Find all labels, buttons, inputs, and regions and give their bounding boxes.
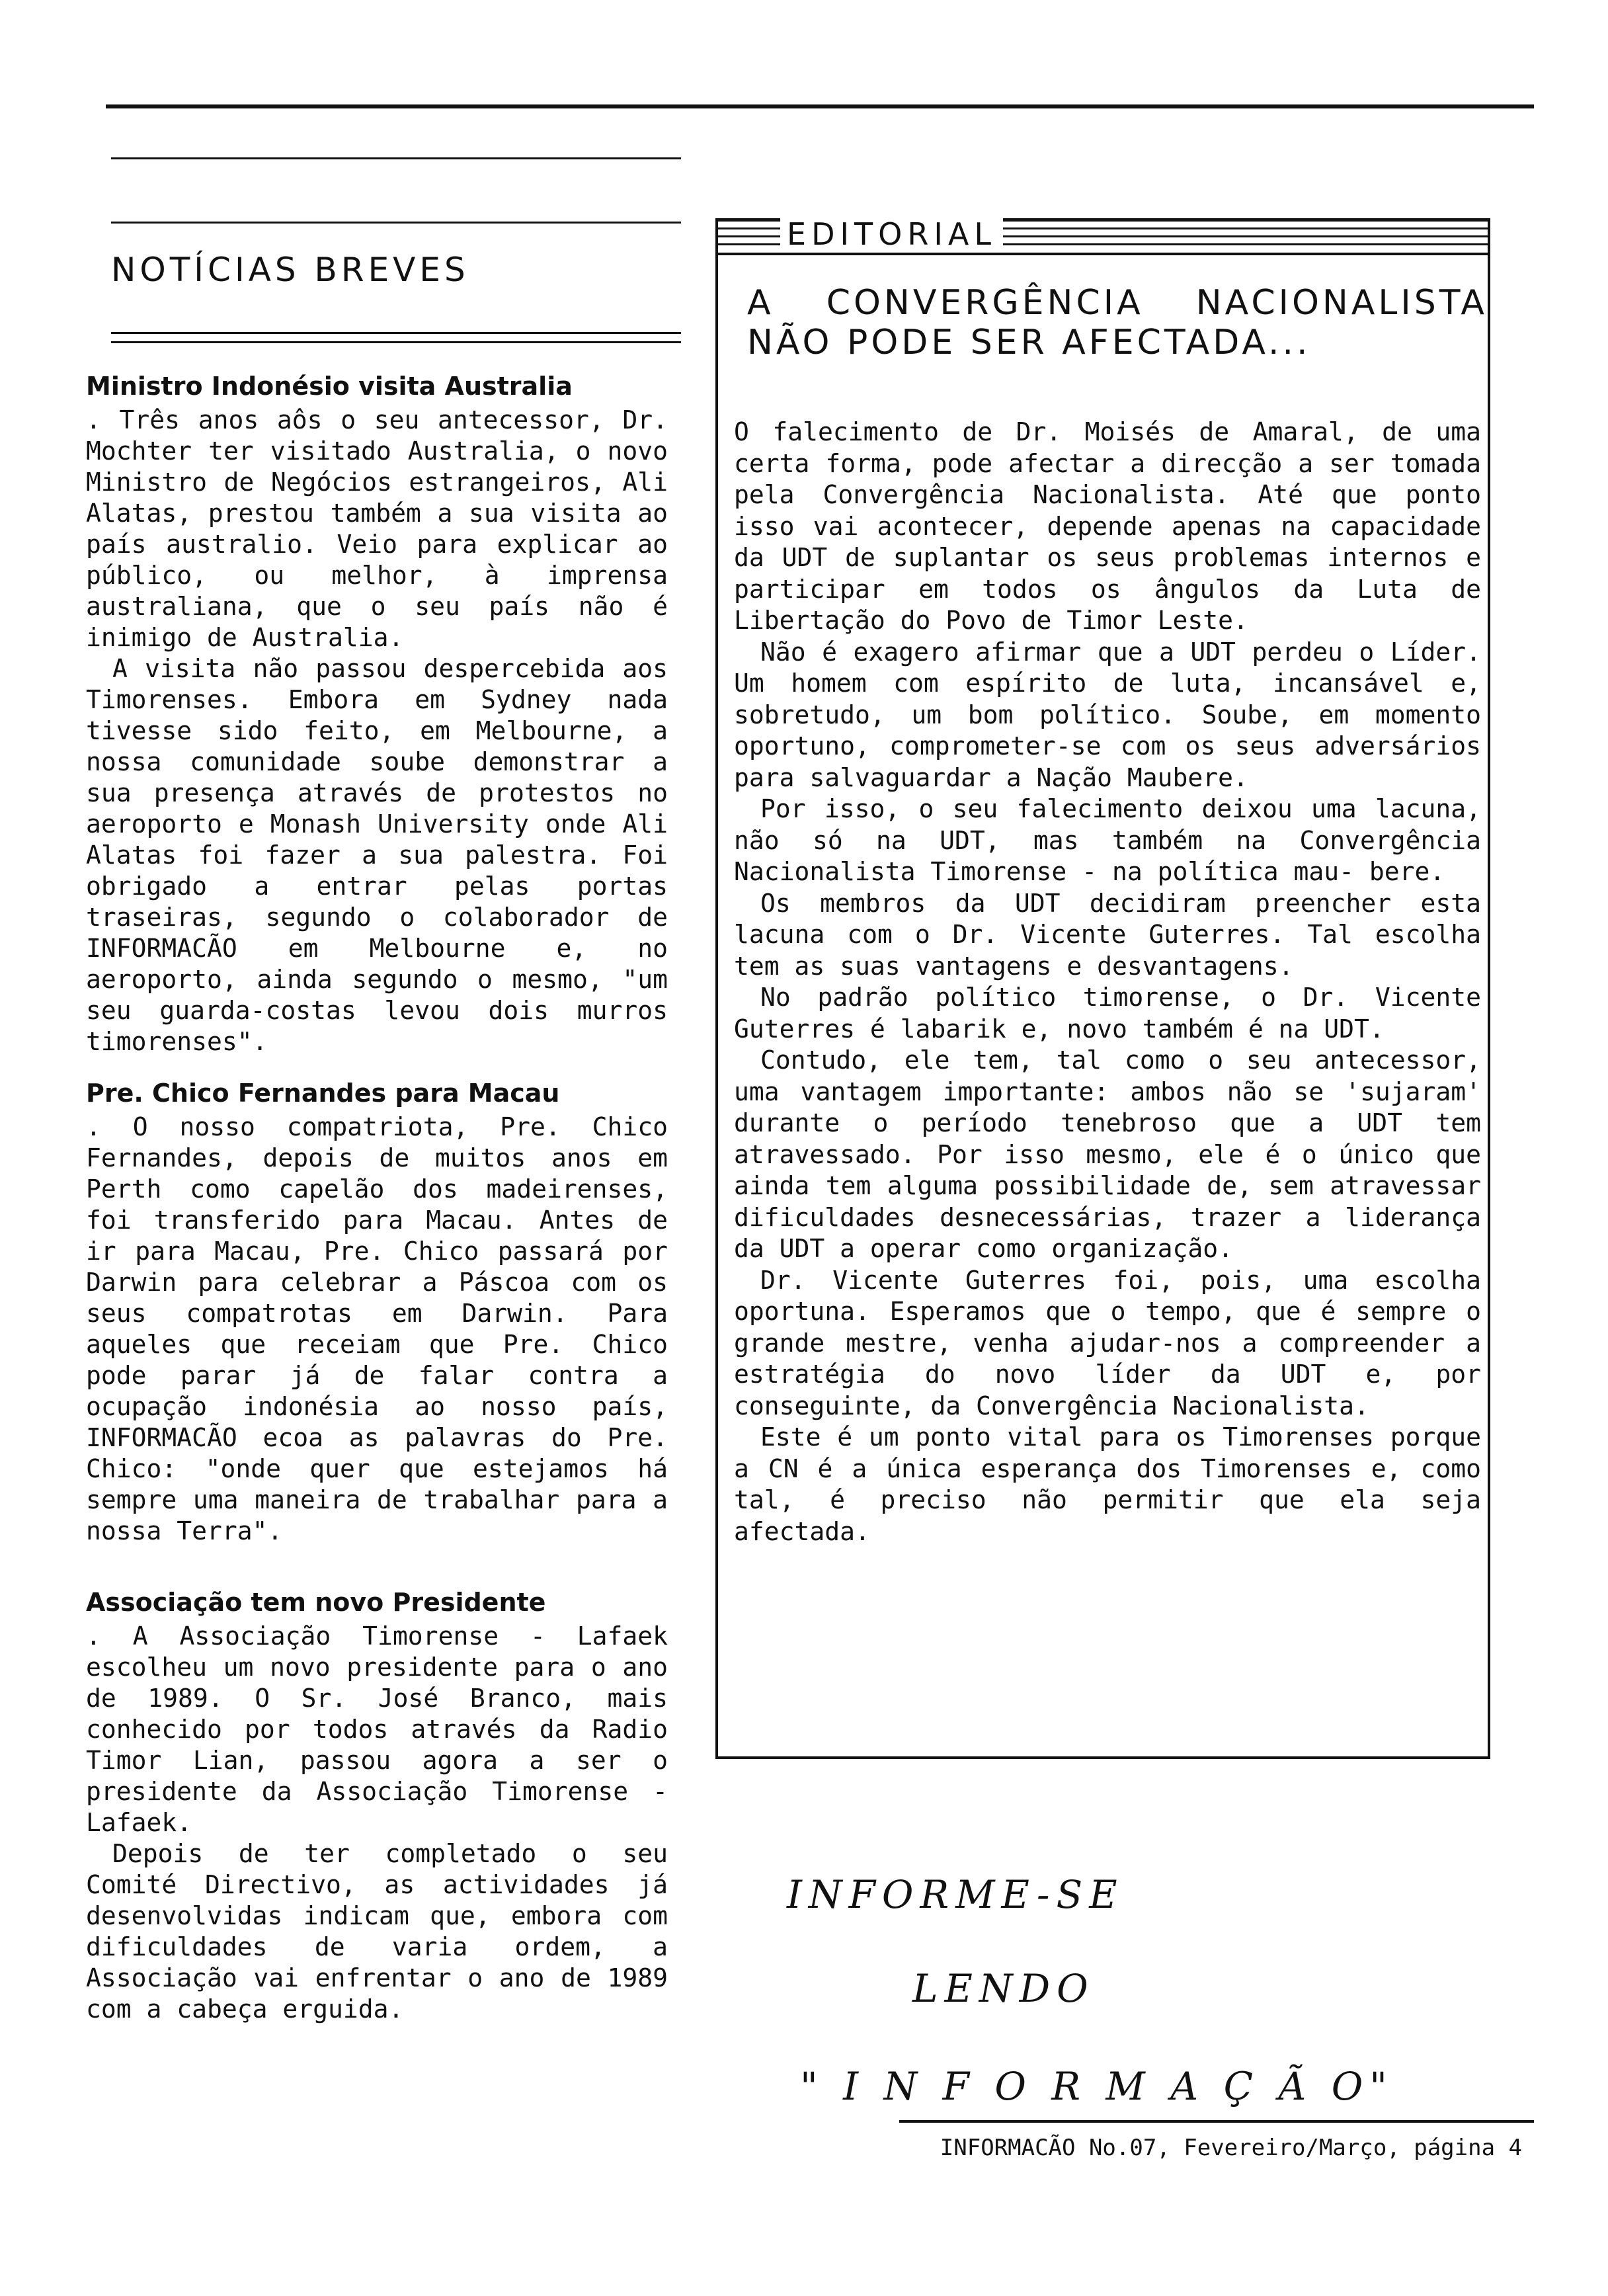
article-paragraph: . Três anos aôs o seu antecessor, Dr. Mochter ter visitado Australia, o novo Ministro de Negócios estrangeiros, Ali Alatas, prestou também a sua visita ao país australio. Veio para explicar ao público, ou melhor, à imprensa australiana, que o seu país não é inimigo de Australia. — [86, 405, 668, 652]
editorial-heading: A CONVERGÊNCIA NACIONALISTA NÃO PODE SER AFECTADA... — [747, 283, 1488, 362]
editorial-paragraph: Dr. Vicente Guterres foi, pois, uma escolha oportuna. Esperamos que o tempo, que é sempre o grande mestre, venha ajudar-nos a compreender a estratégia do novo líder da UDT e, por conseguinte, da Convergência Nacionalista. — [734, 1265, 1481, 1420]
article-paragraph: A visita não passou despercebida aos Timorenses. Embora em Sydney nada tivesse sido feito, em Melbourne, a nossa comunidade soube demonstrar a sua presença através de protestos no aeroporto e Monash University onde Ali Alatas foi fazer a sua palestra. Foi obrigado a entrar pelas portas traseiras, segundo o colaborador de INFORMACÃO em Melbourne e, no aeroporto, ainda segundo o mesmo, "um seu guarda-costas levou dois murros timorenses". — [86, 654, 668, 1056]
left-rule-2 — [111, 222, 681, 224]
promo-line-informe: INFORME-SE — [787, 1872, 1124, 1917]
article-associacao — [86, 1586, 668, 2025]
footer-page-info: INFORMACÃO No.07, Fevereiro/Março, página 4 — [940, 2135, 1522, 2161]
editorial-label: EDITORIAL — [780, 217, 1003, 251]
noticias-title: NOTÍCIAS BREVES — [111, 251, 469, 289]
editorial-paragraph: Os membros da UDT decidiram preencher esta lacuna com o Dr. Vicente Guterres. Tal escolha tem as suas vantagens e desvantagens. — [734, 888, 1481, 981]
promo-line-lendo: LENDO — [912, 1966, 1095, 2011]
editorial-paragraph: No padrão político timorense, o Dr. Vicente Guterres é labarik e, novo também é na UDT. — [734, 983, 1481, 1044]
article-heading: Pre. Chico Fernandes para Macau — [86, 1079, 560, 1108]
article-paragraph: . O nosso compatriota, Pre. Chico Fernandes, depois de muitos anos em Perth como capelão dos madeirenses, foi transferido para Macau. Antes de ir para Macau, Pre. Chico passará por Darwin para celebrar a Páscoa com os seus compatrotas em Darwin. Para aqueles que receiam que Pre. Chico pode parar já de falar contra a ocupação indonésia ao nosso país, INFORMACÃO ecoa as palavras do Pre. Chico: "onde quer que estejamos há sempre uma maneira de trabalhar para a nossa Terra". — [86, 1112, 668, 1545]
noticias-column — [86, 370, 668, 2025]
article-chico — [86, 1077, 668, 1547]
footer-rule — [899, 2120, 1534, 2123]
article-paragraph: . A Associação Timorense - Lafaek escolheu um novo presidente para o ano de 1989. O Sr. José Branco, mais conhecido por todos através da Radio Timor Lian, passou agora a ser o presidente da Associação Timorense -Lafaek. — [86, 1621, 668, 1837]
editorial-paragraph: Contudo, ele tem, tal como o seu antecessor, uma vantagem importante: ambos não se 'sujaram' durante o período tenebroso que a UDT tem atravessado. Por isso mesmo, ele é o único que ainda tem alguma possibilidade de, sem atravessar dificuldades desnecessárias, trazer a liderança da UDT a operar como organização. — [734, 1046, 1481, 1263]
editorial-paragraph: Não é exagero afirmar que a UDT perdeu o Líder. Um homem com espírito de luta, incansável e, sobretudo, um bom político. Soube, em momento oportuno, comprometer-se com os seus adversários para salvaguardar a Nação Maubere. — [734, 637, 1481, 792]
article-paragraph: Depois de ter completado o seu Comité Directivo, as actividades já desenvolvidas indicam que, embora com dificuldades de varia ordem, a Associação vai enfrentar o ano de 1989 com a cabeça erguida. — [86, 1839, 668, 2024]
left-rule-1 — [111, 157, 681, 159]
editorial-paragraph: O falecimento de Dr. Moisés de Amaral, de uma certa forma, pode afectar a direcção a ser tomada pela Convergência Nacionalista. Até que ponto isso vai acontecer, depende apenas na capacidade da UDT de suplantar os seus problemas internos e participar em todos os ângulos da Luta de Libertação do Povo de Timor Leste. — [734, 417, 1481, 635]
article-heading: Associação tem novo Presidente — [86, 1588, 546, 1617]
left-rule-4 — [111, 341, 681, 343]
promo-line-informacao: " I N F O R M A Ç Ã O" — [800, 2064, 1394, 2109]
editorial-body — [734, 417, 1481, 1547]
article-ministro — [86, 370, 668, 1057]
top-rule — [106, 104, 1534, 108]
editorial-header-bar — [715, 253, 1490, 255]
editorial-paragraph: Este é um ponto vital para os Timorenses porque a CN é a única esperança dos Timorenses e, como tal, é preciso não permitir que ela seja afectada. — [734, 1422, 1481, 1546]
article-heading: Ministro Indonésio visita Australia — [86, 372, 573, 401]
left-rule-3 — [111, 332, 681, 334]
editorial-paragraph: Por isso, o seu falecimento deixou uma lacuna, não só na UDT, mas também na Convergência Nacionalista Timorense - na política mau- bere. — [734, 794, 1481, 886]
